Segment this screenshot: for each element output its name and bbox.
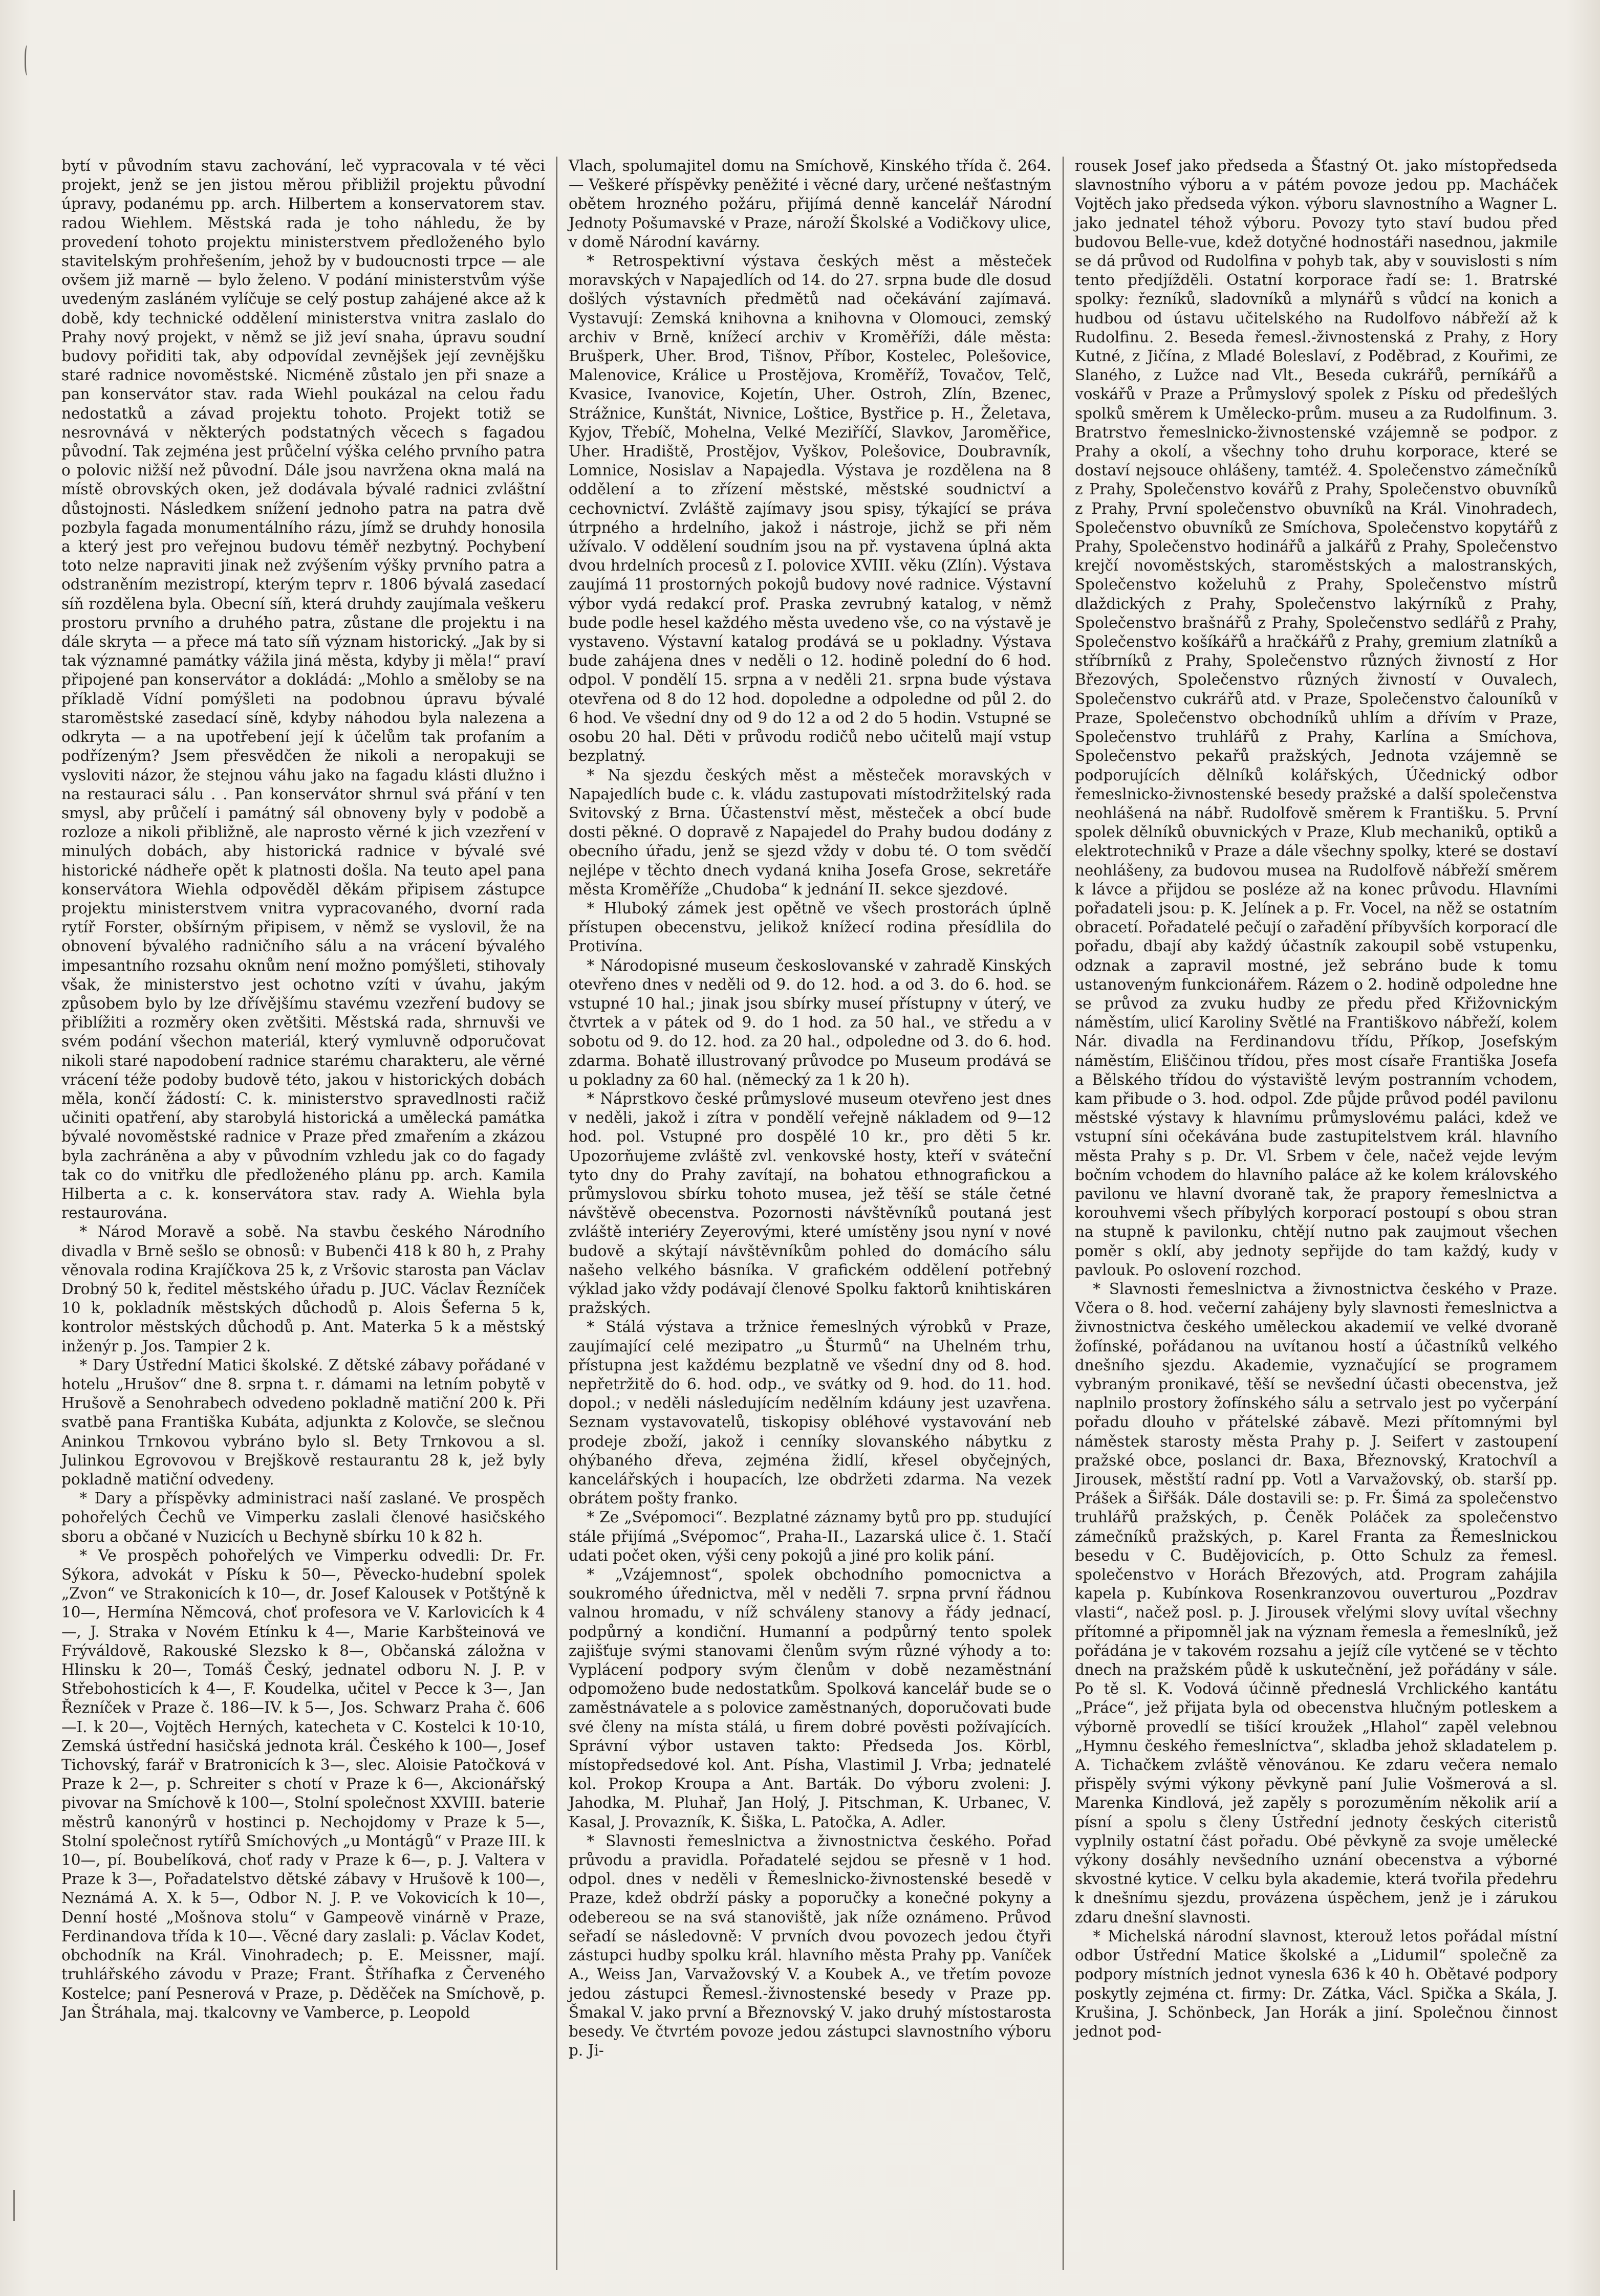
column-2 [556, 157, 1063, 2270]
article-paragraph: * Dary a příspěvky administraci naší zaslané. Ve prospěch pohořelých Čechů ve Vimperku zaslali členové hasičského sboru a občané v Nuzicích u Bechyně sbírku 10 k 82 h. [61, 1490, 545, 1545]
article-paragraph: bytí v původním stavu zachování, leč vypracovala v té věci projekt, jenž se jen jistou měrou přibližil projektu původní úpravy, podanému pp. arch. Hilbertem a konservatorem stav. radou Wiehlem. Městská rada je toho náhledu, že by provedení tohoto projektu ministerstvem předloženého bylo stavitelským prohřešením, jehož by v budoucnosti trpce — ale ovšem již marně — bylo želeno. V podání ministerstvům výše uvedeným zasláném vylíčuje se celý postup zahájené akce až k době, kdy technické oddělení ministerstva vnitra zaslalo do Prahy nový projekt, v němž se již jeví snaha, úpravu soudní budovy pořiditi tak, aby odpovídal zevnějšek její zevnějšku staré radnice novoměstské. Nicméně zůstalo jen při snaze a pan konservátor stav. rada Wiehl poukázal na celou řadu nedostatků a závad projektu tohoto. Projekt totiž se nesrovnává v některých podstatných věcech s fagadou původní. Tak zejména jest průčelní výška celého prvního patra o polovic nižší než původní. Dále jsou navržena okna malá na místě obrovských oken, jež dodávala bývalé radnici zvláštní důstojnosti. Následkem snížení jednoho patra na patra dvě pozbyla fagada monumentálního rázu, jímž se druhdy honosila a který jest pro veřejnou budovu téměř nezbytný. Pochybení toto nelze napraviti jinak než zvýšením výšky prvního patra a odstraněním mezistropí, kterým teprv r. 1806 bývalá zasedací síň rozdělena byla. Obecní síň, která druhdy zaujímala veškeru prostoru prvního a druhého patra, zůstane dle projektu i na dále skryta — a přece má tato síň význam historický. „Jak by si tak významné památky vážila jiná města, kdyby ji měla!“ praví připojené pan konservátor a dokládá: „Mohlo a směloby se na příkladě Vídní pomýšleti na podobnou úpravu bývalé staroměstské zasedací síně, kdyby náhodou byla nalezena a odkryta — a na upotřebení její k účelům tak profaním a podřízeným? Jsem přesvědčen že nikoli a neropakuji se vysloviti názor, že stejnou váhu jako na fagadu klásti dlužno i na restauraci sálu . . Pan konservátor shrnul svá přání v ten smysl, aby průčelí i památný sál obnoveny byly v podobě a rozloze a nikoli přibližně, ale naprosto věrné k jich vzezření v minulých dobách, aby historická radnice v bývalé své historické nádheře opět k platnosti došla. Na teuto apel pana konservátora Wiehla odpověděl děkám připisem zástupce projektu ministerstvem vnitra vypracovaného, dvorní rada rytíř Forster, obšírným připisem, v němž se vyslovil, že na obnovení bývalého radničního sálu a na vrácení bývalého impesantního rozsahu oknům není možno pomýšleti, stihovaly však, že ministerstvo jest ochotno vzíti v úvahu, jakým způsobem bylo by lze dřívějšímu stavému vzezření budovy se přiblížiti a rozměry oken zvětšiti. Městská rada, shrnuvši ve svém podání všechon materiál, který vymluvně odporučovat nikoli staré napodobení radnice starému charakteru, ale věrné vrácení téže podoby budově této, jakou v historických dobách měla, končí žádostí: C. k. ministerstvo spravedlnosti račiž učiniti opatření, aby starobylá historická a umělecká památka bývalé novoměstské radnice v Praze před zmařením a zkázou byla zachráněna a aby v původním vzhledu jak co do fagady tak co do vnitřku dle předloženého plánu pp. arch. Kamila Hilberta a c. k. konservátora stav. rady A. Wiehla byla restaurována. [61, 157, 545, 1222]
article-paragraph: * Dary Ústřední Matici školské. Z dětské zábavy pořádané v hotelu „Hrušov“ dne 8. srpna t. r. dámami na letním pobytě v Hrušově a Senohrabech odvedeno pokladně matiční 200 k. Při svatbě pana Františka Kubáta, adjunkta z Kolovče, se slečnou Aninkou Trnkovou vybráno bylo sl. Bety Trnkovou a sl. Julinkou Egrovovou v Brejškově restaurantu 28 k, jež byly pokladně matiční odvedeny. [61, 1356, 545, 1489]
article-paragraph: * Stálá výstava a tržnice řemeslných výrobků v Praze, zaujímající celé mezipatro „u Šturmů“ na Uhelném trhu, přístupna jest každému bezplatně ve všední dny od 8. hod. nepřetržitě do 6. hod. odp., ve svátky od 9. hod. do 11. hod. dopol.; v neděli následujícím nedělním kdáuny jest uzavřena. Seznam vystavovatelů, tiskopisy obléhové vystavování neb prodeje zboží, jakož i cenníky slovanského nábytku z ohýbaného dřeva, zejména židlí, křesel obyčejných, kancelářských i houpacích, lze obdržeti zdarma. Na vezek obrátem pošty franko. [569, 1318, 1051, 1507]
text-columns [50, 157, 1569, 2270]
article-paragraph: * Slavnosti řemeslnictva a živnostnictva českého. Pořad průvodu a pravidla. Pořadatelé sejdou se přesně v 1 hod. odpol. dnes v neděli v Řemeslnicko-živnostenské besedě v Praze, kdež obdrží pásky a poporučky a konečné pokyny a odebereou se na svá stanoviště, jak níže oznámeno. Průvod seřadí se následovně: V prvních dvou povozech jedou čtyři zástupci hudby spolku král. hlavního města Prahy pp. Vaníček A., Weiss Jan, Varvažovský V. a Koubek A., ve třetím povoze jedou zástupci Řemesl.-živnostenské besedy v Praze pp. Šmakal V. jako první a Březnovský V. jako druhý místostarosta besedy. Ve čtvrtém povoze jedou zástupci slavnostního výboru p. Ji- [569, 1832, 1051, 2060]
article-paragraph: Vlach, spolumajitel domu na Smíchově, Kinského třída č. 264. — Veškeré příspěvky peněžité i věcné dary, určené nešťastným obětem hrozného požáru, přijímá denně kancelář Národní Jednoty Pošumavské v Praze, nároží Školské a Vodičkovy ulice, v domě Národní kavárny. [569, 157, 1051, 251]
article-paragraph: * Národ Moravě a sobě. Na stavbu českého Národního divadla v Brně sešlo se obnosů: v Bubenči 418 k 80 h, z Prahy věnovala rodina Krajíčkova 25 k, z Vršovic starosta pan Václav Drobný 50 k, ředitel městského úřadu p. JUC. Václav Řezníček 10 k, pokladník městských důchodů p. Alois Šeferna 5 k, kontrolor městských důchodů p. Ant. Materka 5 k a městský inženýr p. Jos. Tampier 2 k. [61, 1223, 545, 1355]
article-paragraph: * Na sjezdu českých měst a městeček moravských v Napajedlích bude c. k. vládu zastupovati místodržitelský rada Svitovský z Brna. Účastenství měst, městeček a obcí bude dosti pěkné. O dopravě z Napajedel do Prahy budou dodány z obecního úřadu, jenž se sjezd vždy v dobu té. O tom svědčí nejlépe v těchto dnech vydaná kniha Josefa Grose, sekretáře města Kroměříže „Chudoba“ k jednání II. sekce sjezdové. [569, 766, 1051, 898]
article-paragraph: * Hluboký zámek jest opětně ve všech prostorách úplně přístupen obecenstvu, jelikož knížecí rodina přesídlila do Protivína. [569, 899, 1051, 955]
article-paragraph: * Ve prospěch pohořelých ve Vimperku odvedli: Dr. Fr. Sýkora, advokát v Písku k 50—, Pěvecko-hudební spolek „Zvon“ ve Strakonicích k 10—, dr. Josef Kalousek v Potštýně k 10—, Hermína Němcová, choť profesora ve V. Karlovicích k 4—, J. Straka v Novém Etínku k 4—, Marie Karbšteinová ve Frýváldově, Rakouské Slezsko k 8—, Občanská záložna v Hlinsku k 20—, Tomáš Český, jednatel odboru N. J. P. v Střebohosticích k 4—, F. Koudelka, učitel v Pecce k 3—, Jan Řezníček v Praze č. 186—IV. k 5—, Jos. Schwarz Praha č. 606—I. k 20—, Vojtěch Herných, katecheta v C. Kostelci k 10·10, Zemská ústřední hasičská jednota král. Českého k 100—, Josef Tichovský, farář v Bratronicích k 3—, slec. Aloisie Patočková v Praze k 2—, p. Schreiter s chotí v Praze k 6—, Akcionářský pivovar na Smíchově k 100—, Stolní společnost XXVIII. baterie městrů kanonýrů v hostinci p. Nechojdomy v Praze k 5—, Stolní společnost rytířů Smíchových „u Montágů“ v Praze III. k 10—, pí. Boubelíková, choť rady v Praze k 6—, p. J. Valtera v Praze k 3—, Pořadatelstvo dětské zábavy v Hrušově k 100—, Neznámá A. X. k 5—, Odbor N. J. P. ve Vokovicích k 10—, Denní hosté „Mošnova stolu“ v Gampeově vinárně v Praze, Ferdinandova třída k 10—. Věcné dary zaslali: p. Václav Kodet, obchodník na Král. Vinohradech; p. E. Meissner, mají. truhlářského závodu v Praze; Frant. Štříhafka z Červeného Kostelce; paní Pesnerová v Praze, p. Děděček na Smíchově, p. Jan Štráhala, maj. tkalcovny ve Vamberce, p. Leopold [61, 1546, 545, 2021]
column-1 [50, 157, 556, 2270]
article-paragraph: * Michelská národní slavnost, kterouž letos pořádal místní odbor Ústřední Matice školské a „Lidumil“ společně za podpory místních jednot vynesla 636 k 40 h. Obětavé podpory poskytly zejména ct. firmy: Dr. Zátka, Václ. Spička a Skála, J. Krušina, J. Schönbeck, Jan Horák a jiní. Společnou činnost jednot pod- [1075, 1927, 1558, 2040]
article-paragraph: * Národopisné museum českoslovanské v zahradě Kinských otevřeno dnes v neděli od 9. do 12. hod. a od 3. do 6. hod. se vstupné 10 hal.; jinak jsou sbírky museí přístupny v úterý, ve čtvrtek a v pátek od 9. do 1 hod. za 50 hal., ve středu a v sobotu od 9. do 12. hod. za 20 hal., odpoledne od 3. do 6. hod. zdarma. Bohatě illustrovaný průvodce po Museum prodává se u pokladny za 60 hal. (německý za 1 k 20 h). [569, 956, 1051, 1088]
article-paragraph: * Náprstkovo české průmyslové museum otevřeno jest dnes v neděli, jakož i zítra v pondělí veřejně nákladem od 9—12 hod. pol. Vstupné pro dospělé 10 kr., pro děti 5 kr. Upozorňujeme zvláště zvl. venkovské hosty, kteří v sváteční tyto dny do Prahy zavítají, na bohatou ethnografickou a průmyslovou sbírku tohoto musea, jež těší se stále četné návštěvě obecenstva. Pozornosti návštěvníků poutaná jest zvláště interiéry Zeyerovými, které umístěny jsou nyní v nové budově a skýtají návštěvníkům pohled do domácího sálu našeho velkého básníka. V grafickém oddělení potřebný výklad jako vždy podávají členové Spolku faktorů knihtiskáren pražských. [569, 1089, 1051, 1317]
article-paragraph: * Retrospektivní výstava českých měst a městeček moravských v Napajedlích od 14. do 27. srpna bude dle dosud došlých výstavních předmětů nad očekávání zajímavá. Vystavují: Zemská knihovna a knihovna v Olomouci, zemský archiv v Brně, knížecí archiv v Kroměříži, dále města: Brušperk, Uher. Brod, Tišnov, Příbor, Kostelec, Polešovice, Malenovice, Králice u Prostějova, Kroměříž, Tovačov, Telč, Kvasice, Ivanovice, Kojetín, Uher. Ostroh, Zlín, Bzenec, Strážnice, Kunštát, Nivnice, Loštice, Bystřice p. H., Želetava, Kyjov, Třebíč, Mohelna, Velké Meziříčí, Slavkov, Jaroměřice, Uher. Hradiště, Prostějov, Vyškov, Polešovice, Doubravník, Lomnice, Nosislav a Napajedla. Výstava je rozdělena na 8 oddělení a to zřízení městské, městské soudnictví a cechovnictví. Zvláště zajímavy jsou spisy, týkající se práva útrpného a hrdelního, jakož i nástroje, jichž se při něm užívalo. V oddělení soudním jsou na př. vystavena úplná akta dvou hrdelních procesů z I. polovice XVIII. věku (Zlín). Výstava zaujímá 11 prostorných pokojů budovy nové radnice. Výstavní výbor vydá redakcí prof. Praska zevrubný katalog, v němž bude podle hesel každého města uvedeno vše, co na výstavě je vystaveno. Výstavní katalog prodává se u pokladny. Výstava bude zahájena dnes v neděli o 12. hodině polední do 6 hod. odpol. V pondělí 15. srpna a v neděli 21. srpna bude výstava otevřena od 8 do 12 hod. dopoledne a odpoledne od půl 2. do 6 hod. Ve všední dny od 9 do 12 a od 2 do 5 hodin. Vstupné se osobu 20 hal. Děti v průvodu rodičů nebo učitelů mají vstup bezplatný. [569, 252, 1051, 765]
margin-mark [25, 45, 31, 76]
margin-mark-bottom [13, 2190, 18, 2221]
article-paragraph: * Slavnosti řemeslnictva a živnostnictva českého v Praze. Včera o 8. hod. večerní zahájeny byly slavnosti řemeslnictva a živnostnictva českého uměleckou akademií ve velké dvoraně žofínské, pořádanou na uvítanou hostí a účastníků velkého dnešního sjezdu. Akademie, vyznačující se programem vybraným pronikavé, těší se nevšední účasti obecenstva, jež naplnilo prostory žofínského sálu a setrvalo jest po vyčerpání pořadu dlouho v přátelské zábavě. Mezi přítomnými byl náměstek starosty města Prahy p. J. Seifert v zastoupení pražské obce, poslanci dr. Baxa, Březnovský, Kratochvíl a Jirousek, městští radní pp. Votl a Varvažovský, ob. starší pp. Prášek a Šiřšák. Dále dostavili se: p. Fr. Šimá za společenstvo truhlářů pražských, p. Čeněk Poláček za společenstvo zámečníků pražských, p. Karel Franta za Řemeslnickou besedu v C. Budějovicích, p. Otto Schulz za řemesl. společenstvo v Horách Březových, atd. Program zahájila kapela p. Kubínkova Rosenkranzovou ouverturou „Pozdrav vlasti“, načež posl. p. J. Jirousek vřelými slovy uvítal všechny přítomné a připomněl jak na význam řemesla a řemeslníků, jež pořádána je v takovém rozsahu a jejíž cíle vytčené se v těchto dnech na pražském půdě k uskutečnění, jež pořádány v sále. Po tě sl. K. Vodová účinně předneslá Vrchlického kantátu „Práce“, jež přijata byla od obecenstva hlučným potleskem a výborně provedlí se tišící kroužek „Hlahol“ zapěl velebnou „Hymnu českého řemeslníctva“, skladba jehož skladatelem p. A. Tichačkem zvláště věnovánou. Ke zdaru večera nemalo přispěly svými výkony pěvkyně paní Julie Vošmerová a sl. Marenka Kindlová, jež zapěly s porozuměním několik arií a písní a spolu s členy Ústřední jednoty českých citeristů vyplnily ostatní část pořadu. Obé pěvkyně za svoje umělecké výkony dosáhly nevšedního uznání obecenstva a výborné skvostné kytice. V celku byla akademie, která tvořila předehru k dnešnímu sjezdu, provázena úspěchem, jenž je i zárukou zdaru dnešní slavnosti. [1075, 1280, 1558, 1926]
column-3 [1063, 157, 1569, 2270]
article-paragraph: * Ze „Svépomoci“. Bezplatné záznamy bytů pro pp. studující stále přijímá „Svépomoc“, Praha-II., Lazarská ulice č. 1. Stačí udati počet oken, výši ceny pokojů a jiné pro kolik pání. [569, 1508, 1051, 1564]
article-paragraph: rousek Josef jako předseda a Šťastný Ot. jako místopředseda slavnostního výboru a v pátém povoze jedou pp. Macháček Vojtěch jako předseda výkon. výboru slavnostního a Wagner L. jako jednatel téhož výboru. Povozy tyto staví budou před budovou Belle-vue, kdež dotyčné hodnostáři nasednou, jakmile se dá průvod od Rudolfina v pohyb tak, aby v souvislosti s ním tento předjížděli. Ostatní korporace řadí se: 1. Bratrské spolky: řezníků, sladovníků a mlynářů s vůdcí na konich a hudbou od ústavu učitelského na Rudolfovo nábřeží až k Rudolfinu. 2. Beseda řemesl.-živnostenská z Prahy, z Hory Kutné, z Jičína, z Mladé Boleslaví, z Poděbrad, z Kouřimi, ze Slaného, z Lužce nad Vlt., Beseda cukrářů, perníkářů a voskářů v Praze a Průmyslový spolek z Písku od předešlých spolků směrem k Umělecko-prům. museu a za Rudolfinum. 3. Bratrstvo řemeslnicko-živnostenské vzájemně se podpor. z Prahy a okolí, a všechny toho druhu korporace, které se dostaví nejsouce ohlášeny, tamtéž. 4. Společenstvo zámečníků z Prahy, Společenstvo kovářů z Prahy, Společenstvo obuvníků z Prahy, První společenstvo obuvníků na Král. Vinohradech, Společenstvo obuvníků ze Smíchova, Společenstvo kopytářů z Prahy, Společenstvo hodinářů a jalkářů z Prahy, Společenstvo krejčí novoměstských, staroměstských a malostranských, Společenstvo koželuhů z Prahy, Společenstvo místrů dlaždických z Prahy, Společenstvo lakýrníků z Prahy, Společenstvo brašnářů z Prahy, Společenstvo sedlářů z Prahy, Společenstvo košíkářů a hračkářů z Prahy, gremium zlatníků a stříbrníků z Prahy, Společenstvo různých živností z Hor Březových, Společenstvo různých živností v Ouvalech, Společenstvo cukrářů atd. v Praze, Společenstvo čalouníků v Praze, Společenstvo obchodníků uhlím a dřívím v Praze, Společenstvo truhlářů z Prahy, Karlína a Smíchova, Společenstvo pekařů pražských, Jednota vzájemně se podporujících dělníků kolářských, Účednický odbor řemeslnicko-živnostenské besedy pražské a další společenstva neohlášená na nábř. Rudolfově směrem k Františku. 5. První spolek dělníků obuvnických v Praze, Klub mechaniků, optiků a elektrotechniků v Praze a dále všechny spolky, které se dostaví neohlášeny, za budovou musea na Rudolfově nábřeží směrem k lávce a přijdou se posléze až na konec průvodu. Hlavními pořadateli jsou: p. K. Jelínek a p. Fr. Vocel, na něž se ostatním obracetí. Pořadatelé pečují o zařadění příbyvších korporací dle pořadu, dbají aby každý účastník zakoupil sobě vstupenku, odznak a zapravil mostné, jež sebráno bude k tomu ustanoveným funkcionářem. Rázem o 2. hodině odpoledne hne se průvod za zvuku hudby ze předu před Křižovnickým náměstím, ulicí Karoliny Světlé na Františkovo nábřeží, kolem Nár. divadla na Ferdinandovu třídu, Příkop, Josefským náměstím, Eliščinou třídou, přes most císaře Františka Josefa a Bělského třídou do výstaviště levým postranním vchodem, kam přibude o 3. hod. odpol. Zde půjde průvod podél pavilonu městské výstavy k hlavnímu průmyslovému paláci, kdež ve vstupní síni očekávána bude zastupitelstvem král. hlavního města Prahy s p. Dr. Vl. Srbem v čele, načež vejde levým bočním vchodem do hlavního paláce až ke kolem královského pavilonu ve hlavní dvoraně tak, že prapory řemeslnictva a korouhvemi všech příbylých korporací postoupí s obou stran na stupně k pavilonku, chtějí nutno pak zaujmout všechen poměr s oklí, aby jednoty sepřijde do tam každý, kudy v pavlouk. Po oslovení rozchod. [1075, 157, 1558, 1279]
article-paragraph: * „Vzájemnost“, spolek obchodního pomocnictva a soukromého úřednictva, měl v neděli 7. srpna první řádnou valnou hromadu, v níž schváleny stanovy a řády jednací, podpůrný a kondiční. Humanní a podpůrný tento spolek zajišťuje svými stanovami členům svým různé výhody a to: Vyplácení podpory svým členům v době nezaměstnání odpomoženo bude nedostatkům. Spolková kancelář bude se o zaměstnávatele a s polovice zaměstnaných, doporučovati bude své členy na místa stálá, u firem dobré pověsti požívajících. Správní výbor ustaven takto: Předseda Jos. Körbl, místopředsedové kol. Ant. Písha, Vlastimil J. Vrba; jednatelé kol. Prokop Kroupa a Ant. Barták. Do výboru zvoleni: J. Jahodka, M. Pluhař, Jan Holý, J. Pitschman, K. Urbanec, V. Kasal, J. Provazník, K. Šiška, L. Patočka, A. Adler. [569, 1566, 1051, 1831]
